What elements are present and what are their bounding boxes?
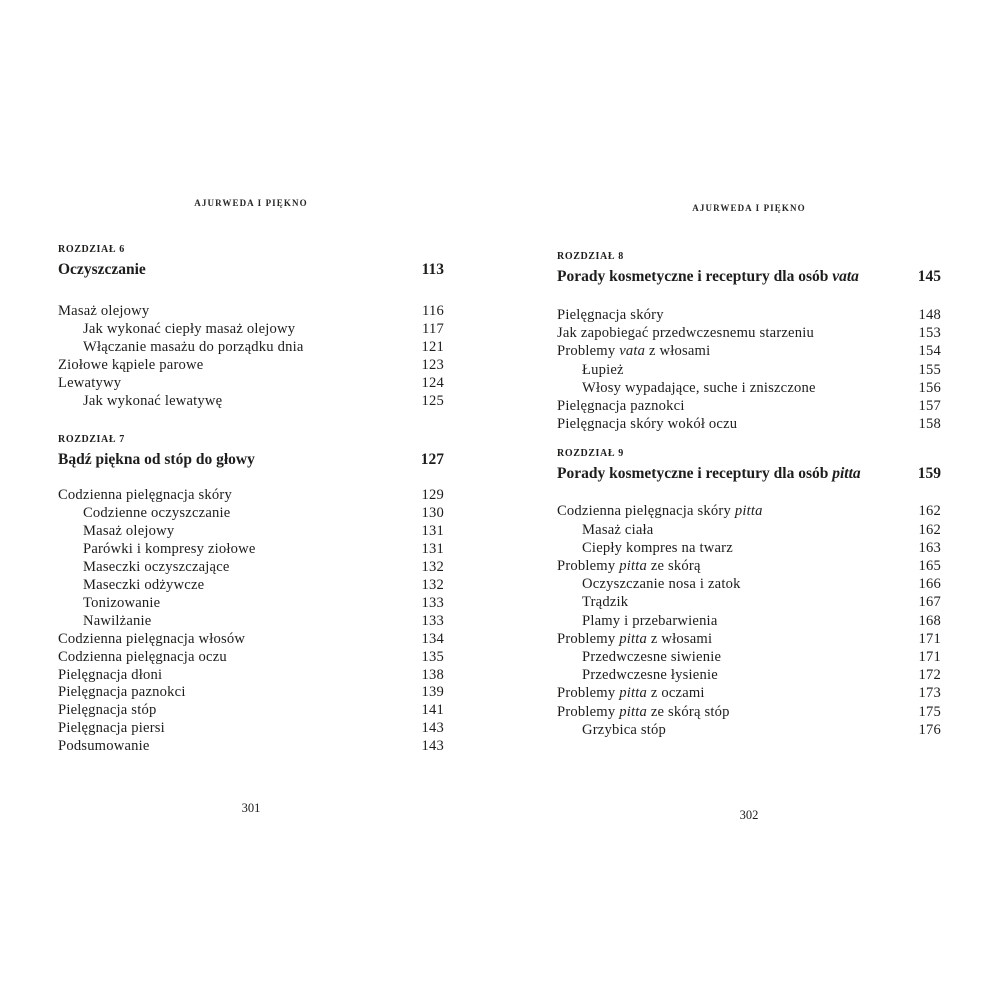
title-text: z włosami	[646, 630, 713, 647]
chapter-title	[58, 450, 255, 470]
entry-title	[58, 738, 150, 756]
entry-title	[557, 666, 718, 684]
toc-section	[557, 251, 941, 433]
entry-title	[557, 502, 763, 520]
entry-page-number: 132	[421, 576, 444, 593]
toc-entry	[58, 577, 444, 595]
title-text: Pielęgnacja piersi	[58, 720, 165, 737]
entry-page-number: 143	[421, 720, 444, 737]
entry-title	[58, 393, 222, 411]
entry-title	[557, 684, 705, 702]
title-text: Maseczki odżywcze	[83, 576, 205, 593]
entry-page-number: 125	[421, 392, 444, 409]
title-text: ze skórą stóp	[646, 703, 730, 720]
title-text: Parówki i kompresy ziołowe	[83, 541, 256, 558]
italic-term: vata	[832, 268, 859, 285]
chapter-page-number: 127	[420, 451, 444, 469]
title-text: Problemy	[557, 703, 620, 720]
chapter-title	[557, 267, 859, 287]
title-text: Łupież	[582, 361, 624, 378]
entry-title	[58, 375, 121, 393]
entry-page-number: 141	[421, 702, 444, 719]
entry-page-number: 175	[918, 703, 941, 720]
entry-title	[557, 721, 666, 739]
entry-page-number: 163	[918, 539, 941, 556]
title-text: Podsumowanie	[58, 738, 150, 755]
toc-list-left	[58, 244, 444, 756]
title-text: Jak wykonać ciepły masaż olejowy	[83, 320, 296, 337]
entry-title	[58, 577, 204, 595]
entry-title	[557, 361, 624, 379]
toc-entry	[557, 575, 941, 593]
title-text: z włosami	[645, 343, 711, 360]
chapter-entries	[58, 303, 444, 410]
title-text: Codzienna pielęgnacja skóry	[557, 503, 735, 520]
toc-entry	[557, 415, 941, 433]
italic-term: pitta	[619, 630, 647, 647]
entry-page-number: 154	[918, 343, 941, 360]
entry-page-number: 116	[422, 303, 444, 319]
chapter-page-number: 113	[421, 261, 444, 278]
entry-title	[58, 649, 227, 667]
title-text: Pielęgnacja dłoni	[58, 666, 163, 683]
entry-title	[58, 357, 203, 375]
chapter-entry	[557, 464, 941, 484]
page-number: 301	[241, 801, 261, 815]
toc-entry	[58, 393, 444, 411]
toc-section	[557, 448, 941, 739]
entry-page-number: 165	[918, 558, 941, 575]
entry-title	[58, 505, 230, 523]
title-text: Codzienna pielęgnacja skóry	[58, 487, 232, 504]
entry-page-number: 130	[421, 505, 444, 522]
entry-page-number: 171	[918, 649, 941, 666]
chapter-entry	[58, 260, 444, 280]
toc-entry	[557, 502, 941, 520]
toc-page-right	[557, 0, 941, 1000]
entry-page-number: 133	[421, 612, 444, 629]
entry-page-number: 148	[918, 307, 941, 323]
title-text: Przedwczesne siwienie	[582, 649, 722, 666]
entry-page-number: 167	[918, 594, 941, 611]
entry-page-number: 131	[421, 541, 444, 558]
entry-title	[58, 684, 186, 702]
title-text: Trądzik	[582, 594, 629, 611]
toc-entry	[557, 361, 941, 379]
chapter-number-label: ROZDZIAŁ 6	[58, 244, 125, 255]
italic-term: pitta	[619, 703, 647, 720]
entry-title	[58, 702, 156, 720]
italic-term: pitta	[832, 465, 861, 483]
toc-entry	[557, 630, 941, 648]
toc-entry	[58, 559, 444, 577]
chapter-title	[58, 260, 146, 280]
chapter-entries	[58, 487, 444, 756]
entry-page-number: 129	[421, 487, 444, 504]
toc-entry	[557, 306, 941, 324]
italic-term: pitta	[619, 558, 647, 575]
toc-entry	[58, 303, 444, 321]
toc-entry	[557, 593, 941, 611]
toc-entry	[557, 648, 941, 666]
title-text: Włosy wypadające, suche i zniszczone	[582, 379, 816, 396]
entry-page-number: 121	[421, 338, 444, 355]
entry-title	[58, 613, 151, 631]
italic-term: pitta	[734, 503, 763, 520]
entry-title	[557, 415, 737, 433]
entry-page-number: 158	[918, 416, 941, 433]
entry-title	[58, 720, 165, 738]
chapter-title	[557, 464, 861, 484]
chapter-page-number: 159	[917, 465, 941, 483]
page-number: 302	[739, 808, 759, 822]
title-text: Pielęgnacja skóry	[557, 307, 664, 323]
toc-entry	[58, 505, 444, 523]
title-text: Plamy i przebarwienia	[582, 612, 718, 629]
italic-term: vata	[619, 343, 646, 360]
entry-title	[557, 575, 741, 593]
toc-entry	[58, 649, 444, 667]
title-text: Ciepły kompres na twarz	[582, 539, 733, 556]
entry-page-number: 173	[918, 685, 941, 702]
title-text: Porady kosmetyczne i receptury dla osób	[557, 465, 833, 483]
title-text: Codzienne oczyszczanie	[83, 505, 231, 522]
title-text: Maseczki oczyszczające	[83, 559, 230, 576]
title-text: Masaż ciała	[582, 521, 654, 538]
running-header: AJURWEDA I PIĘKNO	[692, 203, 806, 213]
entry-title	[58, 631, 245, 649]
toc-entry	[557, 379, 941, 397]
title-text: Pielęgnacja paznokci	[58, 684, 186, 701]
toc-entry	[557, 397, 941, 415]
title-text: Jak zapobiegać przedwczesnemu starzeniu	[557, 325, 814, 342]
entry-page-number: 123	[421, 356, 444, 373]
entry-page-number: 171	[918, 630, 941, 647]
toc-entry	[58, 667, 444, 685]
entry-page-number: 139	[421, 684, 444, 701]
toc-entry	[58, 487, 444, 505]
title-text: Masaż olejowy	[58, 303, 150, 319]
toc-entry	[557, 612, 941, 630]
title-text: Tonizowanie	[83, 594, 161, 611]
toc-entry	[58, 631, 444, 649]
toc-list-right	[557, 251, 941, 739]
entry-page-number: 176	[918, 721, 941, 738]
entry-page-number: 131	[421, 523, 444, 540]
title-text: Codzienna pielęgnacja oczu	[58, 648, 227, 665]
entry-title	[557, 342, 710, 360]
title-text: Problemy	[557, 630, 620, 647]
toc-entry	[557, 539, 941, 557]
toc-entry	[557, 721, 941, 739]
entry-title	[557, 379, 816, 397]
toc-entry	[58, 720, 444, 738]
title-text: Przedwczesne łysienie	[582, 667, 718, 684]
title-text: Oczyszczanie nosa i zatok	[582, 576, 741, 593]
title-text: Problemy	[557, 558, 620, 575]
entry-title	[557, 324, 814, 342]
toc-entry	[58, 702, 444, 720]
title-text: Problemy	[557, 685, 620, 702]
toc-entry	[58, 321, 444, 339]
entry-title	[58, 487, 232, 505]
toc-entry	[557, 521, 941, 539]
entry-title	[557, 593, 628, 611]
entry-title	[58, 667, 162, 685]
entry-page-number: 156	[918, 379, 941, 396]
entry-title	[58, 339, 304, 357]
entry-title	[557, 648, 721, 666]
title-text: Problemy	[557, 343, 620, 360]
toc-entry	[557, 684, 941, 702]
entry-title	[557, 630, 712, 648]
entry-title	[557, 306, 664, 324]
entry-title	[557, 557, 701, 575]
title-text: Pielęgnacja paznokci	[557, 398, 685, 415]
title-text: Oczyszczanie	[58, 261, 146, 278]
title-text: Porady kosmetyczne i receptury dla osób	[557, 268, 833, 285]
toc-entry	[557, 666, 941, 684]
title-text: z oczami	[646, 685, 705, 702]
toc-entry	[58, 339, 444, 357]
entry-page-number: 138	[421, 666, 444, 683]
toc-entry	[557, 324, 941, 342]
entry-title	[557, 539, 733, 557]
toc-entry	[58, 595, 444, 613]
entry-title	[58, 541, 256, 559]
toc-entry	[557, 342, 941, 360]
toc-entry	[58, 375, 444, 393]
chapter-number-label: ROZDZIAŁ 8	[557, 251, 624, 262]
entry-title	[58, 303, 149, 321]
entry-title	[58, 321, 295, 339]
entry-page-number: 157	[918, 398, 941, 415]
entry-title	[557, 703, 730, 721]
entry-page-number: 134	[421, 630, 444, 647]
toc-entry	[557, 557, 941, 575]
entry-page-number: 143	[421, 738, 444, 755]
entry-page-number: 153	[918, 325, 941, 342]
title-text: Pielęgnacja stóp	[58, 702, 157, 719]
entry-page-number: 124	[421, 374, 444, 391]
entry-page-number: 166	[918, 576, 941, 593]
chapter-entries	[557, 306, 941, 433]
title-text: Lewatywy	[58, 374, 122, 391]
chapter-number-label: ROZDZIAŁ 9	[557, 448, 624, 460]
entry-title	[58, 523, 174, 541]
entry-page-number: 162	[918, 503, 941, 520]
title-text: Masaż olejowy	[83, 523, 175, 540]
entry-title	[58, 595, 160, 613]
title-text: Włączanie masażu do porządku dnia	[83, 338, 304, 355]
title-text: Ziołowe kąpiele parowe	[58, 356, 204, 373]
toc-section	[58, 434, 444, 756]
entry-title	[557, 397, 685, 415]
italic-term: pitta	[619, 685, 647, 702]
entry-page-number: 172	[918, 667, 941, 684]
chapter-entries	[557, 502, 941, 739]
toc-entry	[58, 613, 444, 631]
entry-page-number: 133	[421, 594, 444, 611]
toc-entry	[58, 357, 444, 375]
title-text: Pielęgnacja skóry wokół oczu	[557, 416, 738, 433]
entry-title	[557, 521, 653, 539]
entry-page-number: 168	[918, 612, 941, 629]
toc-entry	[58, 541, 444, 559]
toc-section	[58, 244, 444, 410]
title-text: Nawilżanie	[83, 612, 152, 629]
entry-title	[557, 612, 718, 630]
title-text: ze skórą	[646, 558, 701, 575]
toc-entry	[58, 684, 444, 702]
entry-page-number: 117	[422, 320, 444, 337]
toc-entry	[58, 738, 444, 756]
title-text: Bądź piękna od stóp do głowy	[58, 451, 255, 469]
toc-entry	[58, 523, 444, 541]
toc-page-left	[58, 0, 444, 1000]
running-header: AJURWEDA I PIĘKNO	[194, 198, 308, 208]
title-text: Jak wykonać lewatywę	[83, 392, 223, 409]
entry-page-number: 132	[421, 559, 444, 576]
chapter-entry	[58, 450, 444, 470]
toc-entry	[557, 703, 941, 721]
entry-page-number: 162	[918, 521, 941, 538]
chapter-number-label: ROZDZIAŁ 7	[58, 434, 125, 446]
entry-title	[58, 559, 230, 577]
title-text: Codzienna pielęgnacja włosów	[58, 630, 246, 647]
title-text: Grzybica stóp	[582, 721, 667, 738]
entry-page-number: 155	[918, 361, 941, 378]
chapter-page-number: 145	[917, 268, 941, 285]
chapter-entry	[557, 267, 941, 287]
entry-page-number: 135	[421, 648, 444, 665]
